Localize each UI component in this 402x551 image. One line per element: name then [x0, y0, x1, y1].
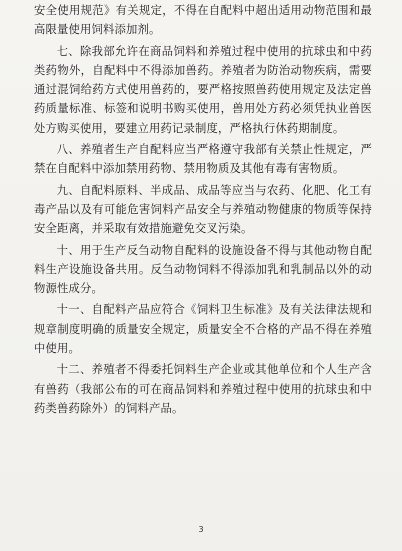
paragraph-continuation: 安全使用规范》有关规定，不得在自配料中超出适用动物范围和最高限量使用饲料添加剂。 — [34, 4, 372, 37]
paragraph-clause-10: 十、用于生产反刍动物自配料的设施设备不得与其他动物自配料生产设施设备共用。反刍动物饲料不得添加乳和乳制品以外的动物源性成分。 — [34, 243, 372, 296]
page-number: 3 — [198, 525, 204, 534]
paragraph-clause-9: 九、自配料原料、半成品、成品等应当与农药、化肥、化工有毒产品以及有可能危害饲料产品安全与养殖动物健康的物质等保持安全距离，并采取有效措施避免交叉污染。 — [34, 183, 372, 236]
paragraph-clause-7: 七、除我部允许在商品饲料和养殖过程中使用的抗球虫和中药类药物外，自配料中不得添加兽药。养殖者为防治动物疾病，需要通过混饲给药方式使用兽药的，要严格按照兽药使用规定及法定兽药质量标准、标签和说明书购买使用，兽用处方药必须凭执业兽医处方购买使用，要建立用药记录制度，严格执行休药期制度。 — [34, 44, 372, 135]
paragraph-clause-12: 十二、养殖者不得委托饲料生产企业或其他单位和个人生产含有兽药（我部公布的可在商品饲料和养殖过程中使用的抗球虫和中药类兽药除外）的饲料产品。 — [34, 363, 372, 415]
paragraph-clause-11: 十一、自配料产品应符合《饲料卫生标准》及有关法律法规和规章制度明确的质量安全规定，质量安全不合格的产品不得在养殖中使用。 — [34, 303, 372, 356]
document-body — [34, 1, 372, 420]
paragraph-clause-8: 八、养殖者生产自配料应当严格遵守我部有关禁止性规定，严禁在自配料中添加禁用药物、禁用物质及其他有毒有害物质。 — [34, 143, 372, 176]
